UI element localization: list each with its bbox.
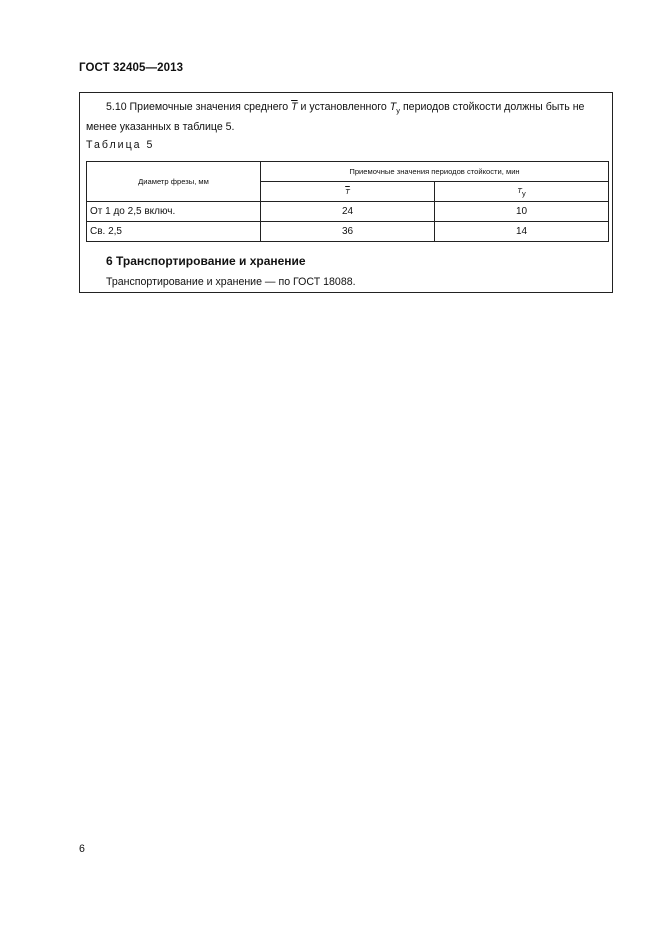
subheader-mean: [261, 182, 435, 202]
header-group: Приемочные значения периодов стойкости, мин: [261, 162, 609, 182]
table-row: [87, 222, 609, 242]
header-diameter: Диаметр фрезы, мм: [87, 162, 261, 202]
cell-set: 14: [435, 222, 609, 242]
document-header: ГОСТ 32405—2013: [79, 62, 184, 74]
symbol-set: T: [389, 101, 397, 113]
cell-set: 10: [435, 202, 609, 222]
cell-mean: 36: [261, 222, 435, 242]
cell-mean: 24: [261, 202, 435, 222]
subheader-set: [435, 182, 609, 202]
symbol-set-sub: у: [396, 106, 400, 115]
content-frame: [79, 92, 613, 293]
table-5: [86, 161, 609, 242]
subheader-set-sub: у: [521, 188, 526, 198]
clause-tail: периодов стойкости должны быть не менее указанных в таблице 5.: [86, 101, 585, 133]
table-row: [87, 202, 609, 222]
subheader-mean-symbol: $\overline{T}$: [345, 187, 350, 196]
section-heading: 6 Транспортирование и хранение: [106, 254, 306, 268]
table-header-row: [87, 162, 609, 182]
symbol-mean: $\overline{T}$: [291, 101, 298, 113]
subheader-set-symbol: T: [517, 185, 522, 195]
section-text: Транспортирование и хранение — по ГОСТ 18088.: [106, 276, 356, 288]
cell-diameter: От 1 до 2,5 включ.: [87, 202, 261, 222]
clause-mid: и установленного: [297, 101, 390, 113]
clause-lead: 5.10 Приемочные значения среднего: [106, 101, 292, 113]
page-number: 6: [79, 843, 85, 855]
table-caption: Таблица 5: [86, 139, 155, 151]
clause-5-10: [86, 99, 608, 136]
cell-diameter: Св. 2,5: [87, 222, 261, 242]
